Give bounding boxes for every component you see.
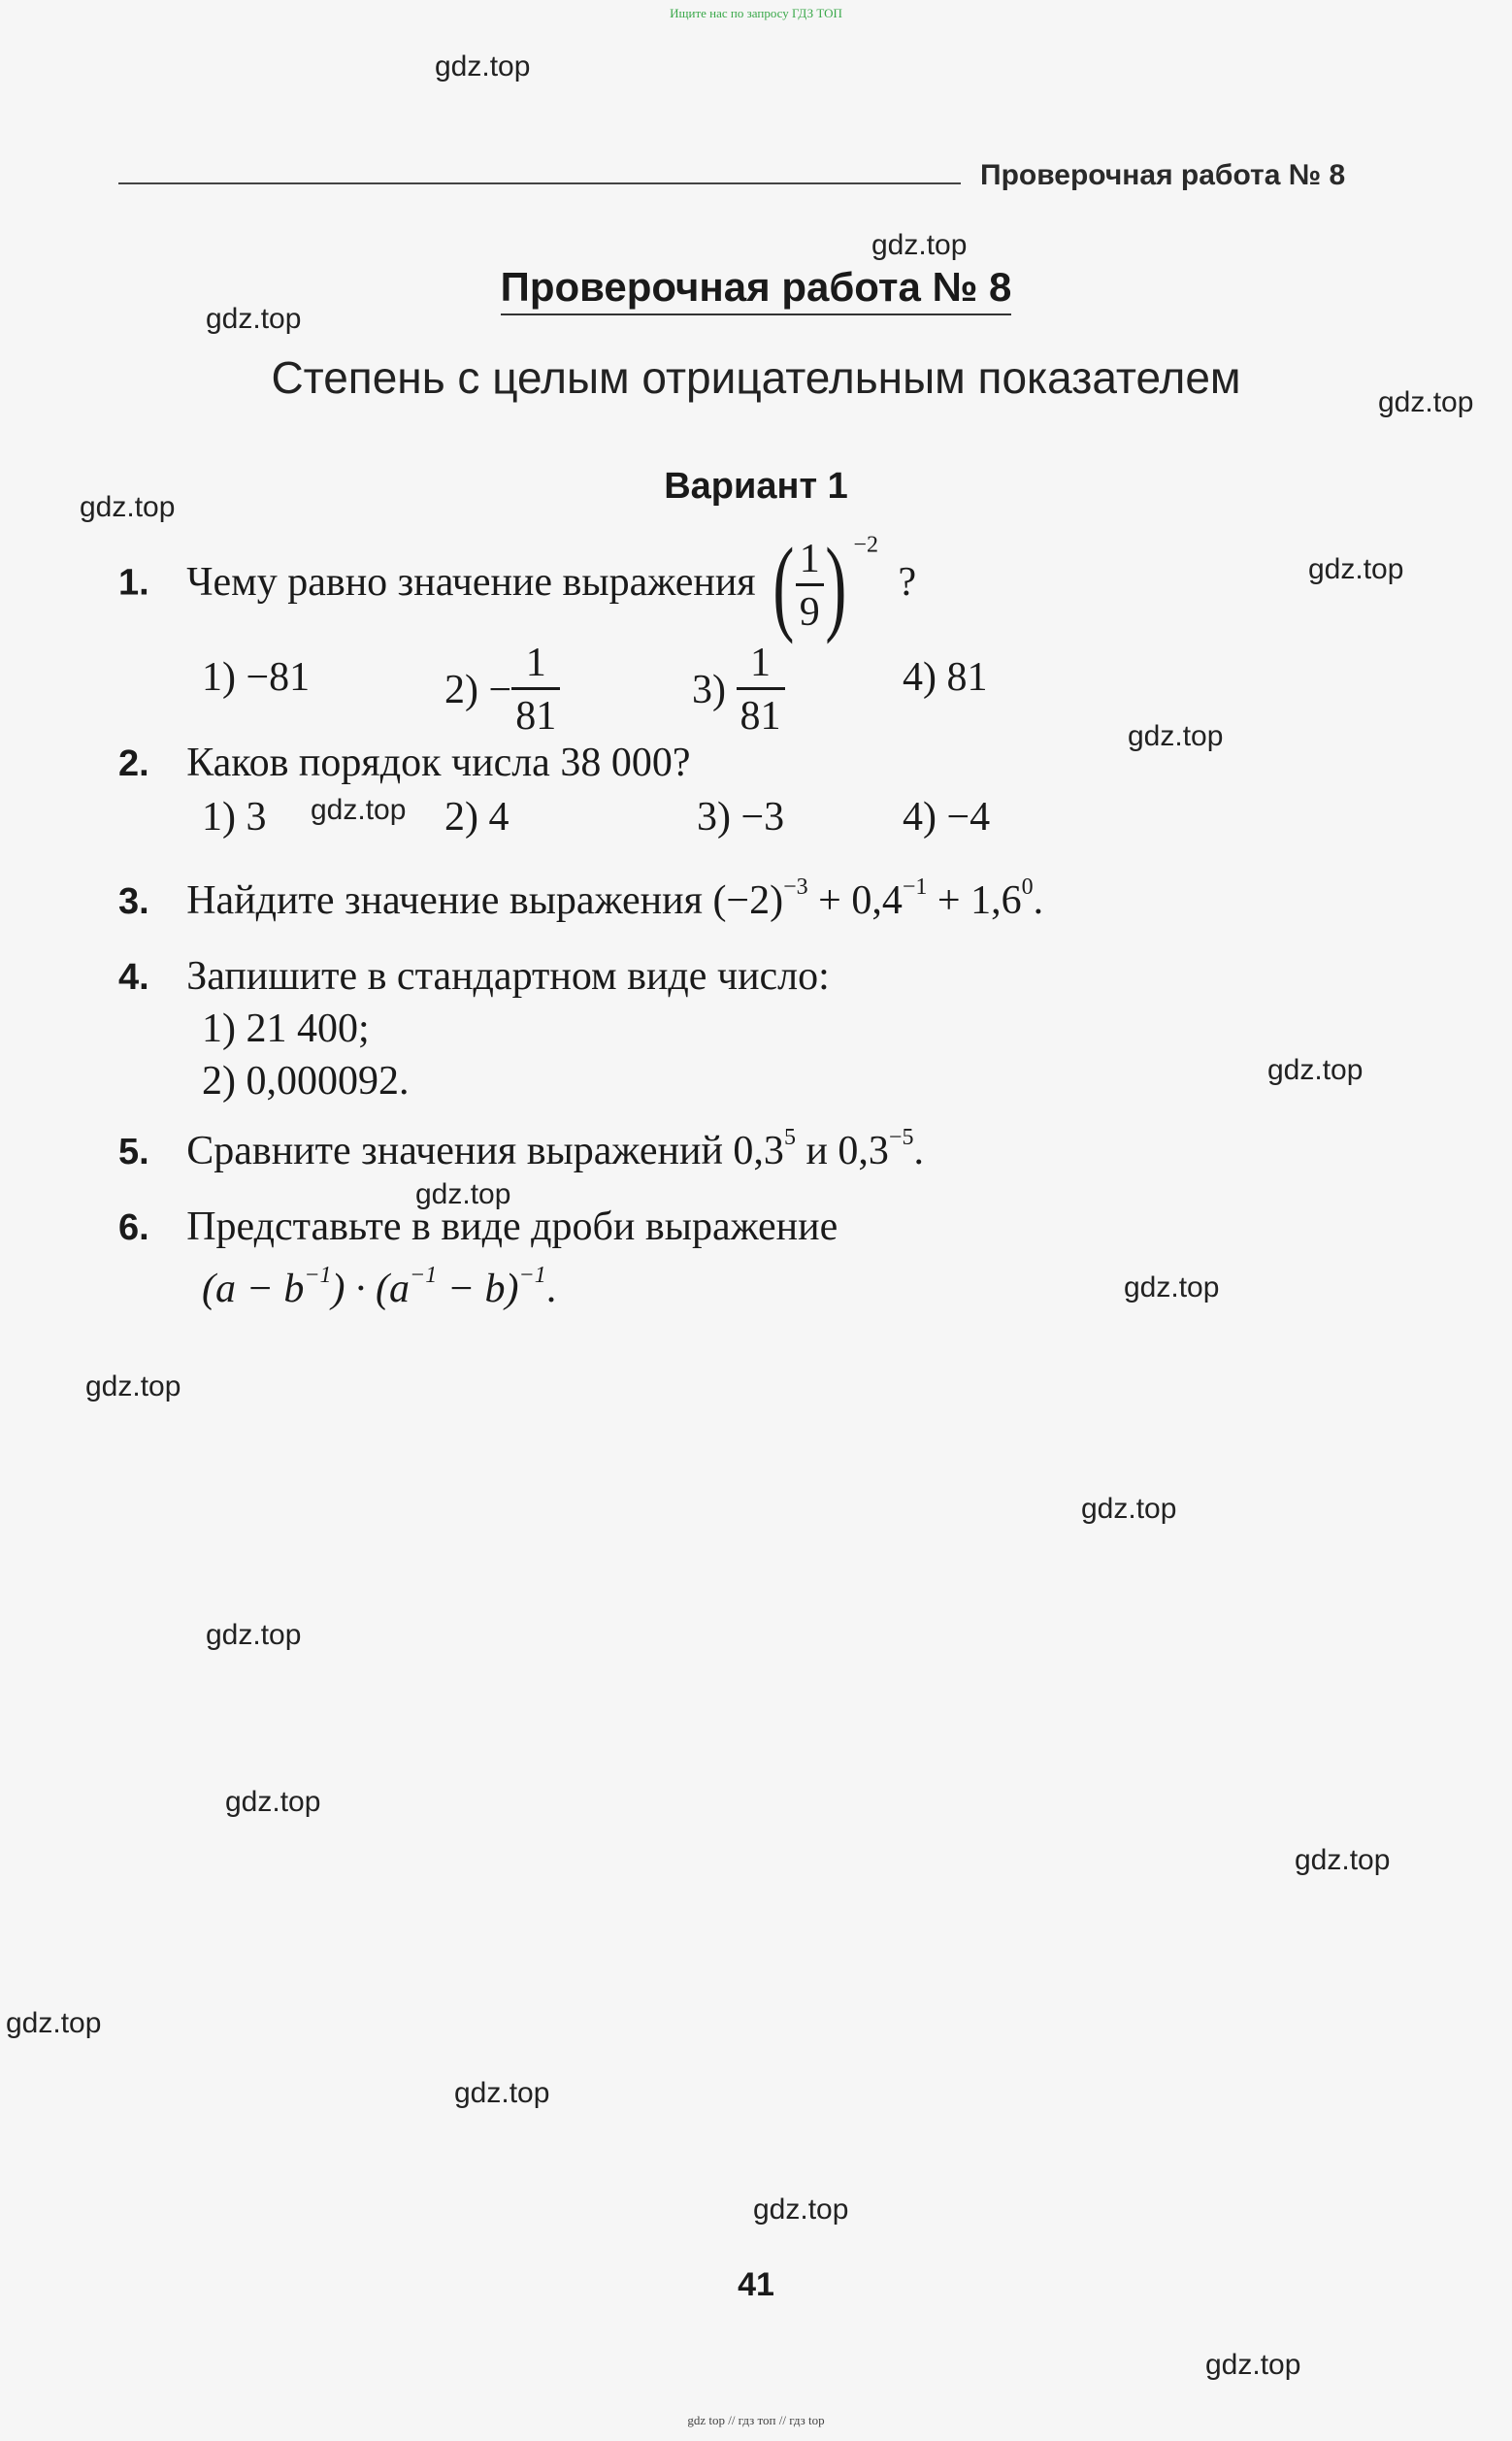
question-text: Сравните значения выражений 0,3 xyxy=(186,1129,784,1173)
question-number: 4. xyxy=(118,957,149,998)
expression-part: (a − b xyxy=(202,1267,305,1311)
question-number: 6. xyxy=(118,1207,149,1248)
watermark[interactable]: gdz.top xyxy=(454,2077,550,2109)
variant-heading: Вариант 1 xyxy=(664,466,848,507)
watermark[interactable]: gdz.top xyxy=(206,1619,302,1651)
watermark[interactable]: gdz.top xyxy=(85,1370,181,1402)
expression-end: . xyxy=(1033,878,1044,923)
page-number: 41 xyxy=(738,2266,774,2303)
exponent: −3 xyxy=(783,874,808,900)
question-6-expression xyxy=(202,1263,557,1312)
header-rule xyxy=(118,182,961,184)
page-subtitle: Степень с целым отрицательным показателем xyxy=(271,352,1241,403)
question-text: Запишите в стандартном виде число: xyxy=(186,954,830,999)
top-note: Ищите нас по запросу ГДЗ ТОП xyxy=(670,6,842,20)
answer-option-2: 2) 4 xyxy=(444,795,509,840)
bottom-note: gdz top // гдз топ // гдз top xyxy=(687,2413,825,2427)
answer-prefix: 2) − xyxy=(444,667,512,712)
watermark[interactable]: gdz.top xyxy=(1205,2349,1301,2381)
watermark[interactable]: gdz.top xyxy=(1081,1493,1177,1525)
exponent: −1 xyxy=(518,1263,546,1288)
expression-part: + 0,4 xyxy=(807,878,903,923)
watermark[interactable]: gdz.top xyxy=(1267,1054,1364,1086)
watermark[interactable]: gdz.top xyxy=(80,491,176,523)
question-4-item-2: 2) 0,000092. xyxy=(202,1059,410,1104)
question-text: Найдите значение выражения (−2) xyxy=(186,878,784,923)
watermark[interactable]: gdz.top xyxy=(206,303,302,335)
answer-option-2 xyxy=(444,643,560,737)
watermark[interactable]: gdz.top xyxy=(1308,553,1404,585)
left-paren: ( xyxy=(772,526,795,644)
expression-end: . xyxy=(913,1129,924,1173)
watermark[interactable]: gdz.top xyxy=(753,2194,849,2226)
question-2 xyxy=(118,740,690,786)
question-number: 2. xyxy=(118,743,149,784)
answer-option-4: 4) 81 xyxy=(903,655,988,700)
fraction-denominator: 9 xyxy=(796,583,824,633)
page-title-text: Проверочная работа № 8 xyxy=(501,264,1012,315)
expression-end: . xyxy=(545,1267,557,1311)
watermark[interactable]: gdz.top xyxy=(1128,720,1224,752)
expression-part: ) · (a xyxy=(331,1267,411,1311)
watermark[interactable]: gdz.top xyxy=(415,1178,511,1210)
expression-part: и 0,3 xyxy=(795,1129,889,1173)
question-1 xyxy=(118,526,917,644)
answer-option-1: 1) 3 xyxy=(202,795,267,840)
question-4 xyxy=(118,953,830,1000)
question-number: 3. xyxy=(118,881,149,922)
question-text: Чему равно значение выражения xyxy=(186,559,756,605)
watermark[interactable]: gdz.top xyxy=(435,50,531,82)
exponent: 0 xyxy=(1021,874,1034,900)
question-text: Представьте в виде дроби выражение xyxy=(186,1204,838,1249)
watermark[interactable]: gdz.top xyxy=(225,1786,321,1818)
fraction-denominator: 81 xyxy=(737,687,785,737)
exponent: −1 xyxy=(410,1263,438,1288)
question-4-item-1: 1) 21 400; xyxy=(202,1006,370,1051)
question-number: 5. xyxy=(118,1132,149,1172)
answer-fraction xyxy=(737,643,785,737)
fraction-denominator: 81 xyxy=(511,687,560,737)
watermark[interactable]: gdz.top xyxy=(6,2007,102,2039)
right-paren: ) xyxy=(825,526,847,644)
exponent: 5 xyxy=(783,1125,796,1150)
answer-option-3: 3) −3 xyxy=(697,795,785,840)
running-header: Проверочная работа № 8 xyxy=(980,159,1346,191)
question-text: Каков порядок числа 38 000? xyxy=(186,741,691,785)
question-5 xyxy=(118,1125,924,1174)
exponent: −1 xyxy=(902,874,928,900)
fraction-numerator: 1 xyxy=(799,536,820,581)
answer-option-4: 4) −4 xyxy=(903,795,991,840)
fraction xyxy=(796,536,824,635)
expression-part: + 1,6 xyxy=(927,878,1022,923)
exponent: −5 xyxy=(888,1125,914,1150)
watermark[interactable]: gdz.top xyxy=(311,794,407,826)
exponent: −1 xyxy=(304,1263,332,1288)
answer-fraction xyxy=(511,643,560,737)
watermark[interactable]: gdz.top xyxy=(1124,1271,1220,1303)
watermark[interactable]: gdz.top xyxy=(1378,386,1474,418)
answer-prefix: 3) xyxy=(692,667,726,712)
question-number: 1. xyxy=(118,562,149,604)
exponent: −2 xyxy=(853,532,878,558)
answer-option-1: 1) −81 xyxy=(202,655,311,700)
question-3 xyxy=(118,874,1044,924)
question-mark: ? xyxy=(898,559,917,605)
watermark[interactable]: gdz.top xyxy=(1295,1844,1391,1876)
answer-option-3 xyxy=(692,643,785,737)
expression-part: − b) xyxy=(437,1267,519,1311)
fraction-numerator: 1 xyxy=(525,641,546,685)
watermark[interactable]: gdz.top xyxy=(871,229,968,261)
fraction-numerator: 1 xyxy=(750,641,771,685)
